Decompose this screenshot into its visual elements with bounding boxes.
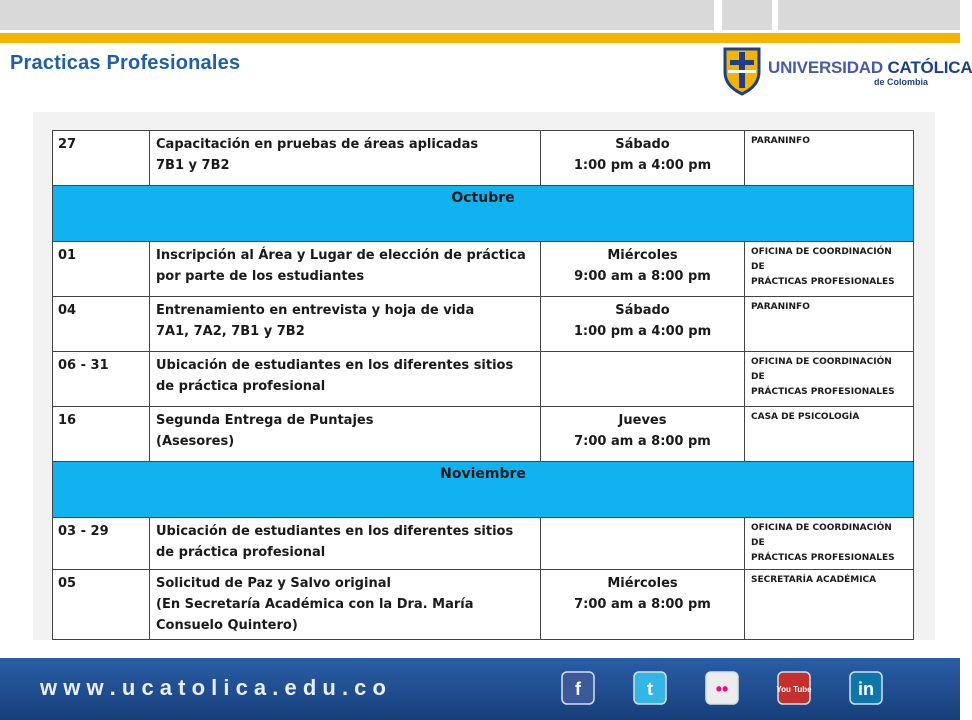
top-yellow-stripe — [0, 33, 960, 43]
place-cell — [745, 131, 914, 186]
flickr-icon-glyph: •• — [715, 679, 729, 699]
day-cell: 16 — [53, 407, 150, 462]
month-label: Octubre — [451, 190, 515, 206]
cell-line: 7B1 y 7B2 — [156, 158, 230, 173]
cell-line: Ubicación de estudiantes en los diferentes sitios — [156, 358, 514, 373]
activity-cell — [150, 570, 541, 640]
footer-url[interactable]: w w w . u c a t o l i c a . e d u . c o — [40, 675, 386, 700]
table-row — [53, 131, 914, 186]
cell-line: Miércoles — [607, 576, 678, 591]
activity-cell — [150, 518, 541, 570]
logo-word-catolica: CATÓLICA — [887, 58, 972, 77]
university-logo[interactable] — [722, 46, 972, 98]
cell-line: por parte de los estudiantes — [156, 269, 365, 284]
place-cell — [745, 297, 914, 352]
youtube-icon[interactable] — [776, 672, 812, 704]
schedule-cell — [541, 570, 745, 640]
top-band — [0, 0, 960, 44]
twitter-icon[interactable] — [634, 672, 666, 704]
day-cell: 05 — [53, 570, 150, 640]
place-cell — [745, 518, 914, 570]
cell-line: de práctica profesional — [156, 545, 326, 560]
logo-text — [768, 58, 972, 78]
facebook-icon-glyph: f — [575, 679, 581, 699]
place-cell — [745, 242, 914, 297]
logo-word-universidad: UNIVERSIDAD — [768, 58, 883, 77]
top-gray-block — [722, 0, 772, 30]
activity-cell — [150, 297, 541, 352]
cell-line: PARANINFO — [751, 302, 810, 312]
cell-line: 1:00 pm a 4:00 pm — [573, 158, 712, 173]
cell-line: PARANINFO — [751, 136, 810, 146]
shield-icon — [722, 46, 762, 96]
month-cell — [53, 462, 914, 518]
cell-line: Sábado — [615, 137, 670, 152]
month-row — [53, 462, 914, 518]
cell-line: Consuelo Quintero) — [156, 618, 298, 633]
place-cell — [745, 570, 914, 640]
twitter-icon-glyph: t — [647, 679, 653, 699]
schedule-cell — [541, 297, 745, 352]
cell-line: 7:00 am a 8:00 pm — [574, 597, 711, 612]
month-label: Noviembre — [440, 466, 526, 482]
cell-line: 7:00 am a 8:00 pm — [574, 434, 711, 449]
cell-line: 1:00 pm a 4:00 pm — [573, 324, 712, 339]
activity-cell — [150, 242, 541, 297]
month-cell — [53, 186, 914, 242]
cell-line: OFICINA DE COORDINACIÓN DE — [751, 247, 892, 272]
cell-line: (Asesores) — [156, 434, 235, 449]
cell-line: Sábado — [615, 303, 670, 318]
footer-bar — [0, 658, 960, 720]
cell-line: 7A1, 7A2, 7B1 y 7B2 — [156, 324, 305, 339]
cell-line: CASA DE PSICOLOGÍA — [751, 412, 860, 422]
schedule-cell — [541, 407, 745, 462]
activity-cell — [150, 131, 541, 186]
cell-line: (En Secretaría Académica con la Dra. María — [156, 597, 474, 612]
cell-line: PRÁCTICAS PROFESIONALES — [751, 553, 895, 563]
schedule-cell — [541, 352, 745, 407]
top-gray-block — [0, 0, 714, 30]
linkedin-icon[interactable] — [850, 672, 882, 704]
logo-subtext: de Colombia — [874, 77, 929, 87]
linkedin-icon-glyph: in — [858, 679, 874, 699]
cell-line: OFICINA DE COORDINACIÓN DE — [751, 523, 892, 548]
table-row — [53, 297, 914, 352]
month-row — [53, 186, 914, 242]
cell-line: Ubicación de estudiantes en los diferentes sitios — [156, 524, 514, 539]
table-row — [53, 352, 914, 407]
schedule-table — [52, 130, 914, 640]
activity-cell — [150, 352, 541, 407]
cell-line: Inscripción al Área y Lugar de elección de práctica — [156, 248, 526, 263]
cell-line: Miércoles — [607, 248, 678, 263]
cell-line: 9:00 am a 8:00 pm — [574, 269, 711, 284]
youtube-icon-glyph: You Tube — [776, 685, 812, 694]
activity-cell — [150, 407, 541, 462]
place-cell — [745, 407, 914, 462]
day-cell: 04 — [53, 297, 150, 352]
place-cell — [745, 352, 914, 407]
cell-line: Capacitación en pruebas de áreas aplicadas — [156, 137, 479, 152]
cell-line: Segunda Entrega de Puntajes — [156, 413, 374, 428]
table-row — [53, 407, 914, 462]
schedule-cell — [541, 131, 745, 186]
day-cell: 27 — [53, 131, 150, 186]
day-cell: 06 - 31 — [53, 352, 150, 407]
cell-line: SECRETARÍA ACADÉMICA — [751, 575, 877, 585]
cell-line: Jueves — [618, 413, 667, 428]
cell-line: PRÁCTICAS PROFESIONALES — [751, 277, 895, 287]
schedule-cell — [541, 518, 745, 570]
day-cell: 01 — [53, 242, 150, 297]
table-row — [53, 570, 914, 640]
cell-line: PRÁCTICAS PROFESIONALES — [751, 387, 895, 397]
page-title: Practicas Profesionales — [10, 52, 241, 74]
top-gray-block — [778, 0, 960, 30]
schedule-cell — [541, 242, 745, 297]
table-row — [53, 242, 914, 297]
flickr-icon[interactable] — [706, 672, 738, 704]
cell-line: Solicitud de Paz y Salvo original — [156, 576, 391, 591]
facebook-icon[interactable] — [562, 672, 594, 704]
cell-line: Entrenamiento en entrevista y hoja de vida — [156, 303, 475, 318]
cell-line: OFICINA DE COORDINACIÓN DE — [751, 357, 892, 382]
table-row — [53, 518, 914, 570]
cell-line: de práctica profesional — [156, 379, 326, 394]
day-cell: 03 - 29 — [53, 518, 150, 570]
